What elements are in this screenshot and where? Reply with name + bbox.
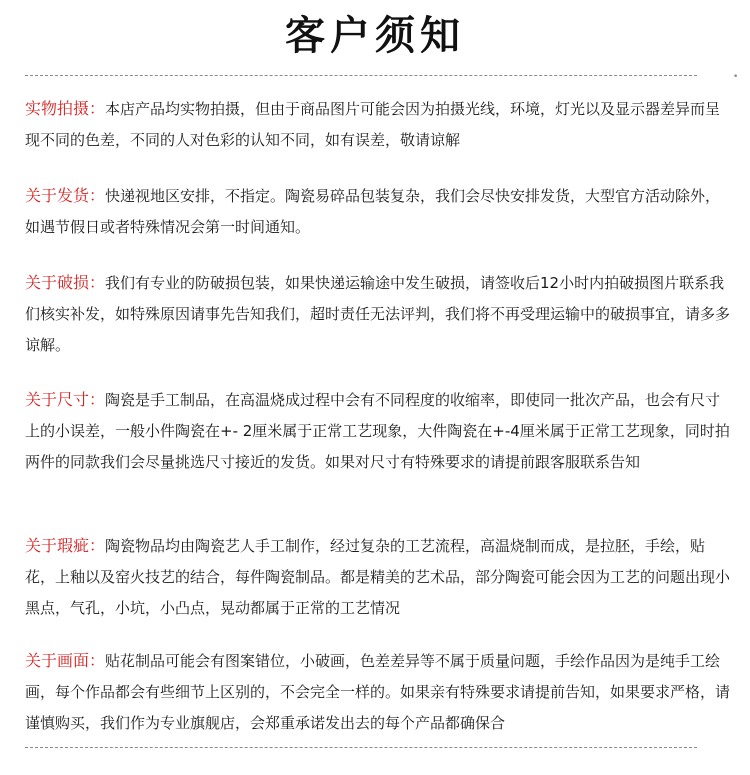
section-label: 关于破损： xyxy=(25,273,106,292)
section-text: 陶瓷是手工制品，在高温烧成过程中会有不同程度的收缩率，即使同一批次产品，也会有尺寸上的小误差，一般小件陶瓷在+- 2厘米属于正常工艺现象，大件陶瓷在+-4厘米属于正常工艺现象，同时拍两件的同款我们会尽量挑选尺寸接近的发货。如果对尺寸有特殊要求的请提前跟客服联系告知 xyxy=(25,391,730,471)
section-photography xyxy=(25,93,730,156)
page-title: 客户须知 xyxy=(285,12,465,59)
section-text: 我们有专业的防破损包装，如果快递运输途中发生破损，请签收后12小时内拍破损图片联系我们核实补发，如特殊原因请事先告知我们，超时责任无法评判，我们将不再受理运输中的破损事宜，请多多谅解。 xyxy=(25,274,731,354)
decorative-dot: • xyxy=(733,72,739,82)
bottom-dashed-divider xyxy=(25,747,697,748)
section-label: 关于画面： xyxy=(25,651,106,670)
section-text: 贴花制品可能会有图案错位，小破画，色差差异等不属于质量问题，手绘作品因为是纯手工绘画，每个作品都会有些细节上区别的，不会完全一样的。如果亲有特殊要求请提前告知，如果要求严格，请谨慎购买，我们作为专业旗舰店，会郑重承诺发出去的每个产品都确保合 xyxy=(25,652,731,732)
section-text: 陶瓷物品均由陶瓷艺人手工制作，经过复杂的工艺流程，高温烧制而成，是拉胚，手绘，贴花，上釉以及窑火技艺的结合，每件陶瓷制品。都是精美的艺术品，部分陶瓷可能会因为工艺的问题出现小黑点，气孔，小坑，小凸点，晃动都属于正常的工艺情况 xyxy=(25,537,731,617)
section-flaws xyxy=(25,530,730,624)
section-label: 关于尺寸： xyxy=(25,390,106,409)
section-damage xyxy=(25,267,730,361)
section-label: 实物拍摄： xyxy=(25,99,106,118)
section-pattern xyxy=(25,645,730,739)
section-label: 关于瑕疵： xyxy=(25,536,106,555)
top-dashed-divider xyxy=(25,75,697,76)
section-text: 快递视地区安排，不指定。陶瓷易碎品包装复杂，我们会尽快安排发货，大型官方活动除外，如遇节假日或者特殊情况会第一时间通知。 xyxy=(25,187,721,236)
section-size xyxy=(25,384,730,478)
section-shipping xyxy=(25,180,730,243)
section-label: 关于发货： xyxy=(25,186,106,205)
section-text: 本店产品均实物拍摄，但由于商品图片可能会因为拍摄光线，环境，灯光以及显示器差异而呈现不同的色差，不同的人对色彩的认知不同，如有误差，敬请谅解 xyxy=(25,100,721,149)
